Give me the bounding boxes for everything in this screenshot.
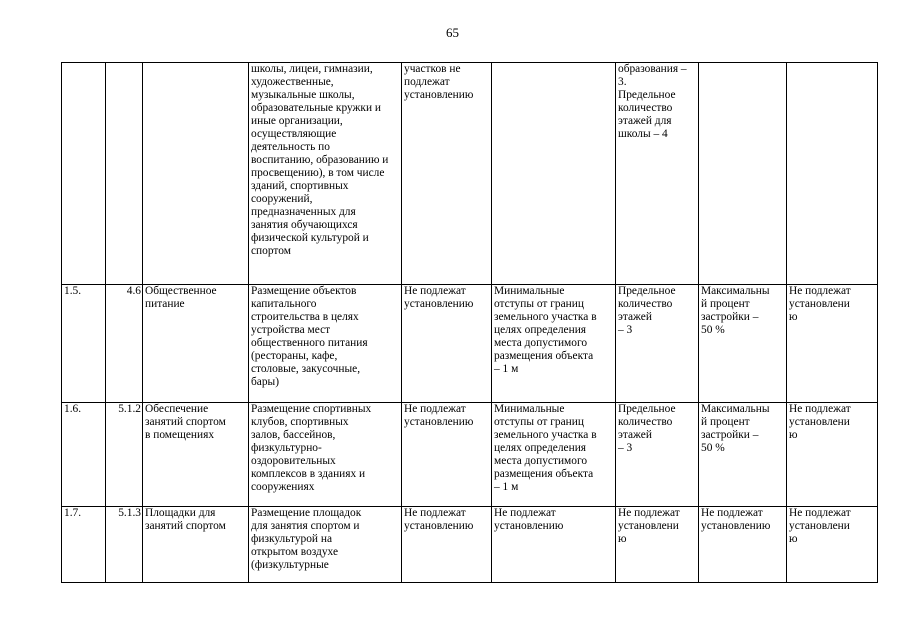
page-number: 65 [446,25,459,40]
floors-limit: Не подлежат установлени ю [616,507,699,583]
floors-limit: Предельное количество этажей – 3 [616,403,699,507]
floors-limit: образования – 3. Предельное количество этажей для школы – 4 [616,63,699,285]
setback-limit: Не подлежат установлению [492,507,616,583]
use-description: Размещение площадок для занятия спортом и физкультурой на открытом воздухе (физкультурные [249,507,402,583]
table-row [62,63,878,285]
other-limit: Не подлежат установлени ю [787,285,878,403]
other-limit: Не подлежат установлени ю [787,403,878,507]
floors-limit: Предельное количество этажей – 3 [616,285,699,403]
row-number: 1.7. [62,507,106,583]
coverage-limit [699,63,787,285]
coverage-limit: Не подлежат установлению [699,507,787,583]
use-description: Размещение объектов капитального строительства в целях устройства мест общественного питания (рестораны, кафе, столовые, закусочные, бары) [249,285,402,403]
table-row [62,285,878,403]
table-row [62,403,878,507]
use-code: 5.1.3 [106,507,143,583]
regulations-table [61,62,878,583]
use-description: Размещение спортивных клубов, спортивных залов, бассейнов, физкультурно- оздоровительных комплексов в зданиях и сооружениях [249,403,402,507]
plot-size-limit: участков не подлежат установлению [402,63,492,285]
table-row [62,507,878,583]
use-name: Обеспечение занятий спортом в помещениях [143,403,249,507]
use-name: Общественное питание [143,285,249,403]
use-code: 4.6 [106,285,143,403]
row-number [62,63,106,285]
other-limit [787,63,878,285]
setback-limit [492,63,616,285]
coverage-limit: Максимальны й процент застройки – 50 % [699,285,787,403]
use-code [106,63,143,285]
plot-size-limit: Не подлежат установлению [402,507,492,583]
plot-size-limit: Не подлежат установлению [402,285,492,403]
row-number: 1.5. [62,285,106,403]
row-number: 1.6. [62,403,106,507]
use-name [143,63,249,285]
setback-limit: Минимальные отступы от границ земельного участка в целях определения места допустимого размещения объекта – 1 м [492,285,616,403]
setback-limit: Минимальные отступы от границ земельного участка в целях определения места допустимого размещения объекта – 1 м [492,403,616,507]
use-name: Площадки для занятий спортом [143,507,249,583]
plot-size-limit: Не подлежат установлению [402,403,492,507]
use-description: школы, лицеи, гимназии, художественные, музыкальные школы, образовательные кружки и иные организации, осуществляющие деятельность по воспитанию, образованию и просвещению), в том числе зданий, спортивных сооружений, предназначенных для занятия обучающихся физической культурой и спортом [249,63,402,285]
use-code: 5.1.2 [106,403,143,507]
other-limit: Не подлежат установлени ю [787,507,878,583]
coverage-limit: Максимальны й процент застройки – 50 % [699,403,787,507]
